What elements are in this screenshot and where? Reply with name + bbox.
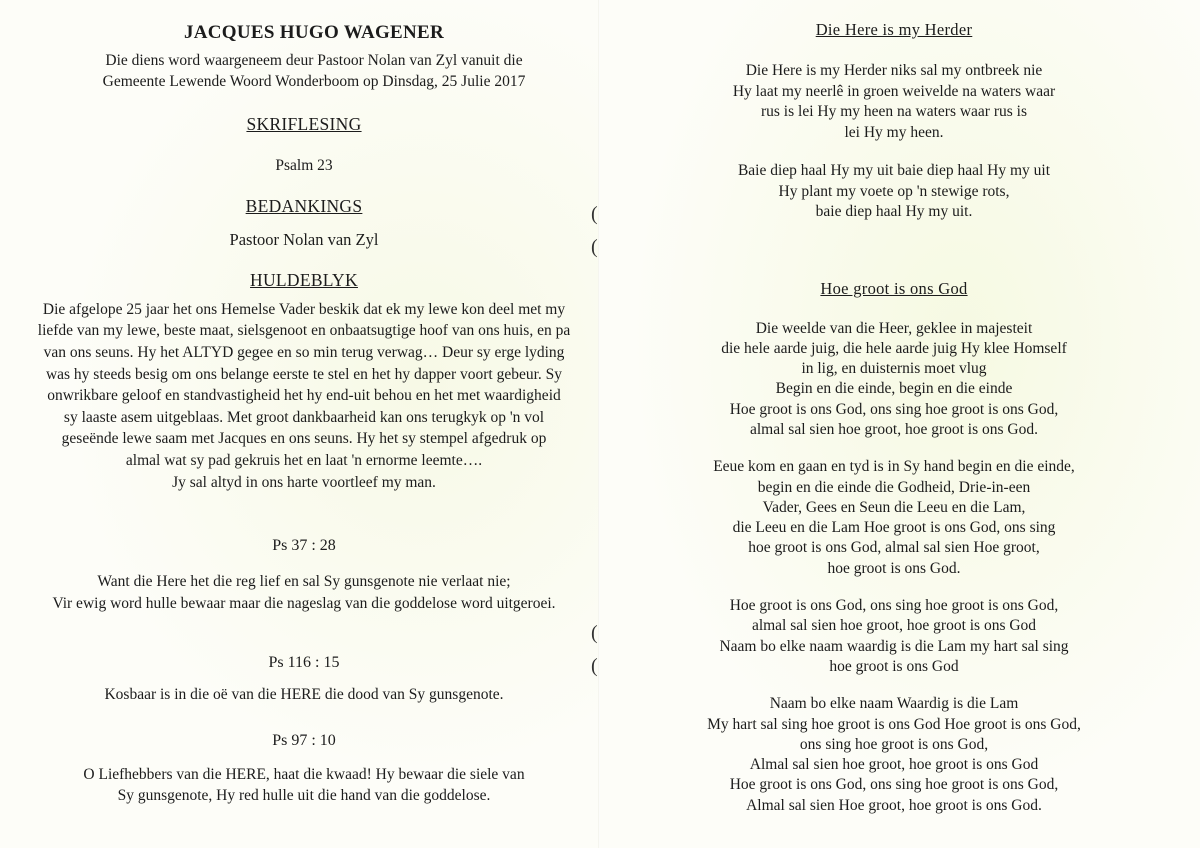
margin-mark: ( <box>591 236 598 258</box>
song-stanza <box>618 694 1170 816</box>
lyric-line: almal sal sien hoe groot, hoe groot is ons God <box>751 617 1037 635</box>
song-stanza <box>618 61 1170 143</box>
song-stanza <box>618 457 1170 579</box>
lyric-line: baie diep haal Hy my uit. <box>815 203 973 220</box>
lyric-line: Begin en die einde, begin en die einde <box>775 380 1013 398</box>
verse-line: O Liefhebbers van die HERE, haat die kwaad! Hy bewaar die siele van <box>83 765 525 783</box>
verse-text <box>26 571 582 614</box>
service-line: Gemeente Lewende Woord Wonderboom op Dinsdag, 25 Julie 2017 <box>102 73 526 90</box>
bedankings-heading: BEDANKINGS <box>245 196 363 217</box>
lyric-line: Eeue kom en gaan en tyd is in Sy hand begin en die einde, <box>713 458 1075 476</box>
verse-reference: Ps 116 : 15 <box>268 654 340 672</box>
lyric-line: Die Here is my Herder niks sal my ontbreek nie <box>745 62 1043 79</box>
lyric-line: Naam bo elke naam waardig is die Lam my hart sal sing <box>719 637 1069 655</box>
lyric-line: Naam bo elke naam Waardig is die Lam <box>769 695 1019 713</box>
margin-mark: ( <box>591 655 598 677</box>
service-details <box>26 50 582 92</box>
lyric-line: Almal sal sien hoe groot, hoe groot is ons God <box>749 756 1039 774</box>
tribute-line: liefde van my lewe, beste maat, sielsgenoot en onbaatsugtige hoof van ons huis, en pa <box>37 322 571 340</box>
verse-reference: Ps 97 : 10 <box>272 731 336 749</box>
lyric-line: Die weelde van die Heer, geklee in majesteit <box>755 319 1033 337</box>
margin-mark: ( <box>591 622 598 644</box>
lyric-line: die hele aarde juig, die hele aarde juig Hy klee Homself <box>721 339 1067 357</box>
lyric-line: Hy plant my voete op 'n stewige rots, <box>778 182 1010 200</box>
bedankings-text: Pastoor Nolan van Zyl <box>229 230 379 250</box>
lyric-line: My hart sal sing hoe groot is ons God Hoe groot is ons God, <box>707 715 1081 733</box>
lyric-line: rus is lei Hy my heen na waters waar rus is <box>760 103 1027 120</box>
lyric-line: ons sing hoe groot is ons God, <box>799 735 989 753</box>
tribute-line: Jy sal altyd in ons harte voortleef my man. <box>172 473 436 491</box>
right-page <box>600 0 1200 848</box>
lyric-line: Hy laat my neerlê in groen weivelde na waters waar <box>732 82 1056 100</box>
deceased-name: JACQUES HUGO WAGENER <box>183 22 445 43</box>
service-line: Die diens word waargeneem deur Pastoor Nolan van Zyl vanuit die <box>105 52 523 69</box>
verse-line: Vir ewig word hulle bewaar maar die nageslag van die goddelose word uitgeroei. <box>52 594 556 612</box>
lyric-line: hoe groot is ons God <box>829 657 959 675</box>
verse-text <box>26 684 582 706</box>
lyric-line: Baie diep haal Hy my uit baie diep haal Hy my uit <box>737 162 1051 179</box>
lyric-line: hoe groot is ons God, almal sal sien Hoe groot, <box>748 539 1040 557</box>
song-title: Die Here is my Herder <box>815 20 973 39</box>
lyric-line: almal sal sien hoe groot, hoe groot is ons God. <box>750 420 1038 438</box>
huldeblyk-heading: HULDEBLYK <box>250 269 358 290</box>
lyric-line: Hoe groot is ons God, ons sing hoe groot is ons God, <box>729 400 1059 418</box>
tribute-text <box>26 299 582 493</box>
verse-text <box>26 764 582 807</box>
song-stanza <box>618 161 1170 223</box>
margin-mark: ( <box>591 203 598 225</box>
song-stanza <box>618 596 1170 677</box>
lyric-line: in lig, en duisternis moet vlug <box>801 360 987 378</box>
tribute-line: van ons seuns. Hy het ALTYD gegee en so min terug verwag… Deur sy erge lyding <box>43 344 565 361</box>
song-stanza <box>618 319 1170 441</box>
tribute-line: was hy steeds besig om ons belange eerste te stel en het hy dapper voort gebeur. Sy <box>45 365 563 383</box>
tribute-line: Die afgelope 25 jaar het ons Hemelse Vader beskik dat ek my lewe kon deel met my <box>42 300 566 318</box>
lyric-line: Almal sal sien Hoe groot, hoe groot is ons God. <box>746 796 1042 814</box>
song-title: Hoe groot is ons God <box>820 278 968 298</box>
lyric-line: Vader, Gees en Seun die Leeu en die Lam, <box>762 498 1026 516</box>
skriflesing-text: Psalm 23 <box>275 157 333 174</box>
lyric-line: die Leeu en die Lam Hoe groot is ons God, ons sing <box>732 519 1056 537</box>
verse-reference: Ps 37 : 28 <box>272 537 336 555</box>
tribute-line: sy laaste asem uitgeblaas. Met groot dankbaarheid kan ons terugkyk op 'n vol <box>63 408 545 426</box>
skriflesing-heading: SKRIFLESING <box>246 114 362 134</box>
lyric-line: begin en die einde die Godheid, Drie-in-een <box>757 478 1031 496</box>
verse-line: Want die Here het die reg lief en sal Sy gunsgenote nie verlaat nie; <box>97 573 511 591</box>
lyric-line: Hoe groot is ons God, ons sing hoe groot is ons God, <box>729 776 1059 794</box>
verse-line: Kosbaar is in die oë van die HERE die dood van Sy gunsgenote. <box>104 686 504 704</box>
tribute-line: almal wat sy pad gekruis het en laat 'n ernorme leemte…. <box>125 451 483 469</box>
verse-line: Sy gunsgenote, Hy red hulle uit die hand van die goddelose. <box>117 787 491 805</box>
tribute-line: geseënde lewe saam met Jacques en ons seuns. Hy het sy stempel afgedruk op <box>61 430 547 448</box>
lyric-line: hoe groot is ons God. <box>827 559 961 577</box>
tribute-line: onwrikbare geloof en standvastigheid het hy end-uit behou en het met waardigheid <box>47 387 561 405</box>
lyric-line: Hoe groot is ons God, ons sing hoe groot is ons God, <box>729 597 1059 615</box>
lyric-line: lei Hy my heen. <box>844 123 944 141</box>
